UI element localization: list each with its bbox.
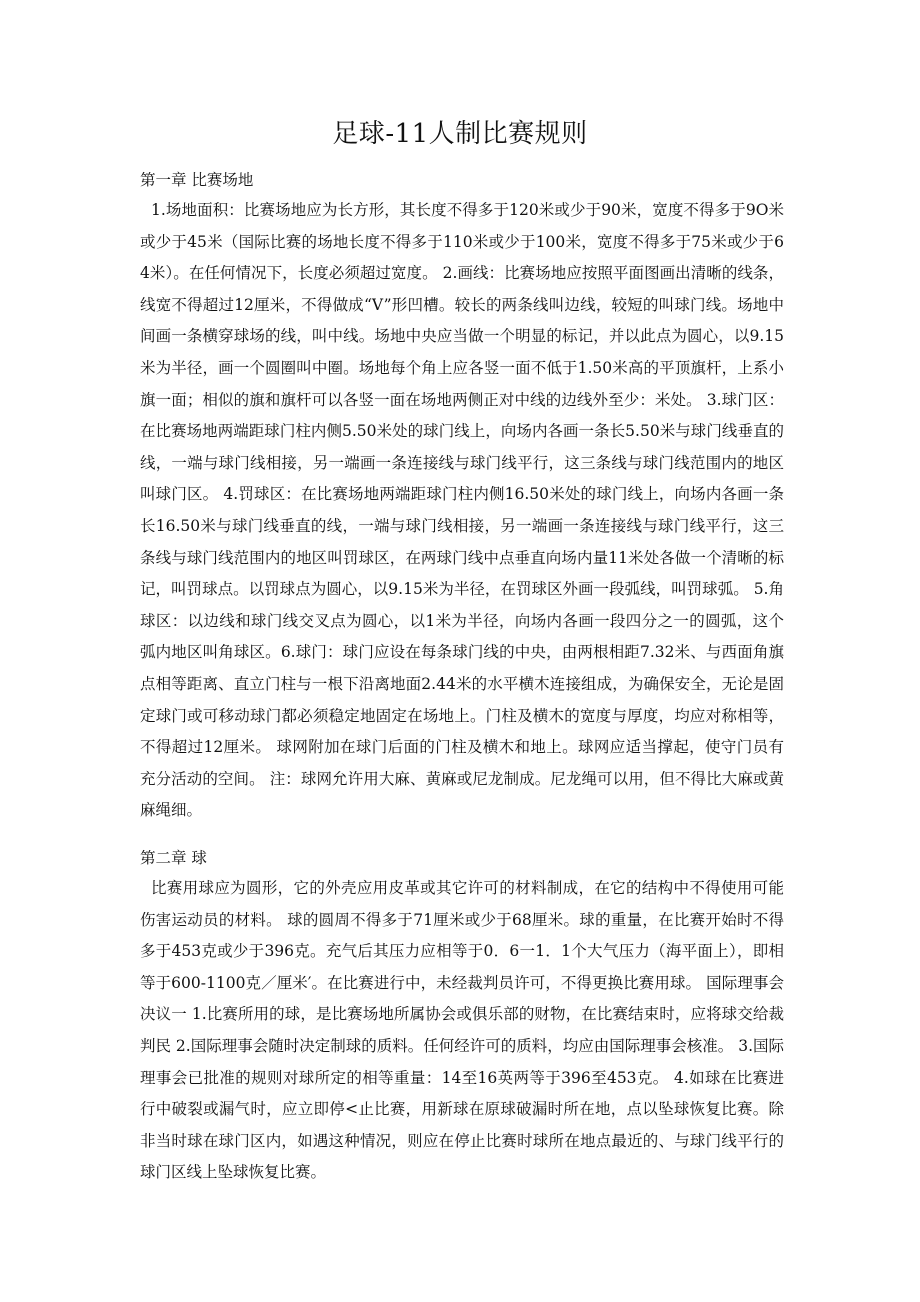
document-title: 足球-11人制比赛规则 <box>332 119 588 149</box>
chapter-2-body: 比赛用球应为圆形，它的外壳应用皮革或其它许可的材料制成，在它的结构中不得使用可能伤害运动员的材料。 球的圆周不得多于71厘米或少于68厘米。球的重量，在比赛开始时不得多于453克或少于396克。充气后其压力应相等于0．6一1．1个大气压力（海平面上），即相等于600-1100克／厘米′。在比赛进行中，未经裁判员许可，不得更换比赛用球。 国际理事会决议一 1.比赛所用的球，是比赛场地所属协会或俱乐部的财物，在比赛结束时，应将球交给裁判民 2.国际理事会随时决定制球的质料。任何经许可的质料，均应由国际理事会核准。 3.国际理事会已批准的规则对球所定的相等重量：14至16英两等于396至453克。 4.如球在比赛进行中破裂或漏气时，应立即停<止比赛，用新球在原球破漏时所在地，点以坠球恢复比赛。除非当时球在球门区内，如遇这种情况，则应在停止比赛时球所在地点最近的、与球门线平行的球门区线上坠球恢复比赛。 <box>140 879 784 1182</box>
chapter-1-body: 1.场地面积：比赛场地应为长方形，其长度不得多于120米或少于90米，宽度不得多于9O米或少于45米（国际比赛的场地长度不得多于110米或少于100米，宽度不得多于75米或少于64米）。在任何情况下，长度必须超过宽度。 2.画线：比赛场地应按照平面图画出清晰的线条，线宽不得超过12厘米，不得做成“V”形凹槽。较长的两条线叫边线，较短的叫球门线。场地中间画一条横穿球场的线，叫中线。场地中央应当做一个明显的标记，并以此点为圆心，以9.15米为半径，画一个圆圈叫中圈。场地每个角上应各竖一面不低于1.50米高的平顶旗杆，上系小旗一面；相似的旗和旗杆可以各竖一面在场地两侧正对中线的边线外至少：米处。 3.球门区：在比赛场地两端距球门柱内侧5.50米处的球门线上，向场内各画一条长5.50米与球门线垂直的线，一端与球门线相接，另一端画一条连接线与球门线平行，这三条线与球门线范围内的地区叫球门区。 4.罚球区：在比赛场地两端距球门柱内侧16.50米处的球门线上，向场内各画一条长16.50米与球门线垂直的线，一端与球门线相接，另一端画一条连接线与球门线平行，这三条线与球门线范围内的地区叫罚球区，在两球门线中点垂直向场内量11米处各做一个清晰的标记，叫罚球点。以罚球点为圆心，以9.15米为半径，在罚球区外画一段弧线，叫罚球弧。 5.角球区：以边线和球门线交叉点为圆心，以1米为半径，向场内各画一段四分之一的圆弧，这个弧内地区叫角球区。6.球门：球门应设在每条球门线的中央，由两根相距7.32米、与西面角旗点相等距离、直立门柱与一根下沿离地面2.44米的水平横木连接组成，为确保安全，无论是固定球门或可移动球门都必须稳定地固定在场地上。门柱及横木的宽度与厚度，均应对称相等，不得超过12厘米。 球网附加在球门后面的门柱及横木和地上。球网应适当撑起，使守门员有充分活动的空间。 注：球网允许用大麻、黄麻或尼龙制成。尼龙绳可以用，但不得比大麻或黄麻绳细。 <box>140 201 784 820</box>
chapter-2-heading: 第二章 球 <box>140 849 207 867</box>
chapter-1-heading: 第一章 比赛场地 <box>140 171 254 189</box>
